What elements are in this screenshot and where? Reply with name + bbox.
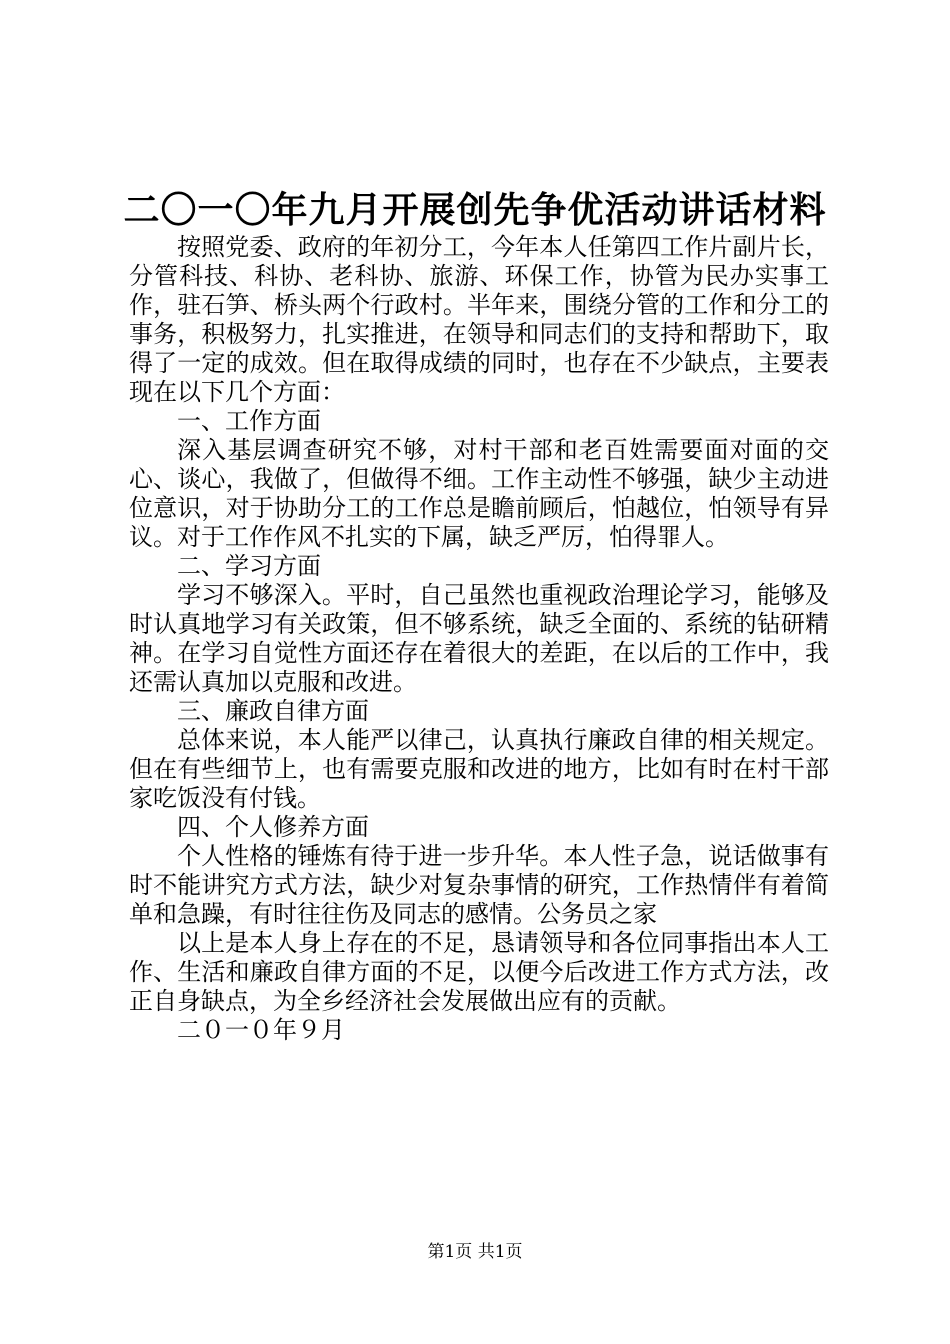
document-body bbox=[129, 233, 829, 1045]
section-heading-study: 二、学习方面 bbox=[177, 552, 321, 580]
section-body-work: 深入基层调查研究不够，对村干部和老百姓需要面对面的交心、谈心，我做了，但做得不细。工作主动性不够强，缺少主动进位意识，对于协助分工的工作总是瞻前顾后，怕越位，怕领导有异议。对于工作作风不扎实的下属，缺乏严厉，怕得罪人。 bbox=[129, 436, 829, 551]
document-title: 二〇一〇年九月开展创先争优活动讲话材料 bbox=[123, 189, 827, 231]
section-body-study: 学习不够深入。平时，自己虽然也重视政治理论学习，能够及时认真地学习有关政策，但不够系统，缺乏全面的、系统的钻研精神。在学习自觉性方面还存在着很大的差距，在以后的工作中，我还需认真加以克服和改进。 bbox=[129, 581, 829, 696]
section-body-integrity: 总体来说，本人能严以律己，认真执行廉政自律的相关规定。但在有些细节上，也有需要克服和改进的地方，比如有时在村干部家吃饭没有付钱。 bbox=[129, 726, 829, 812]
section-body-personal: 个人性格的锤炼有待于进一步升华。本人性子急，说话做事有时不能讲究方式方法，缺少对复杂事情的研究，工作热情伴有着简单和急躁，有时往往伤及同志的感情。公务员之家 bbox=[129, 842, 829, 928]
page-footer: 第1页 共1页 bbox=[427, 1242, 523, 1262]
section-heading-personal: 四、个人修养方面 bbox=[177, 813, 369, 841]
intro-paragraph: 按照党委、政府的年初分工，今年本人任第四工作片副片长，分管科技、科协、老科协、旅游、环保工作，协管为民办实事工作，驻石笋、桥头两个行政村。半年来，围绕分管的工作和分工的事务，积极努力，扎实推进，在领导和同志们的支持和帮助下，取得了一定的成效。但在取得成绩的同时，也存在不少缺点，主要表现在以下几个方面： bbox=[129, 233, 829, 406]
section-heading-work: 一、工作方面 bbox=[177, 407, 321, 435]
section-heading-integrity: 三、廉政自律方面 bbox=[177, 697, 369, 725]
document-date: 二０一０年９月 bbox=[177, 1016, 345, 1044]
closing-paragraph: 以上是本人身上存在的不足，恳请领导和各位同事指出本人工作、生活和廉政自律方面的不足，以便今后改进工作方式方法，改正自身缺点，为全乡经济社会发展做出应有的贡献。 bbox=[129, 929, 829, 1015]
